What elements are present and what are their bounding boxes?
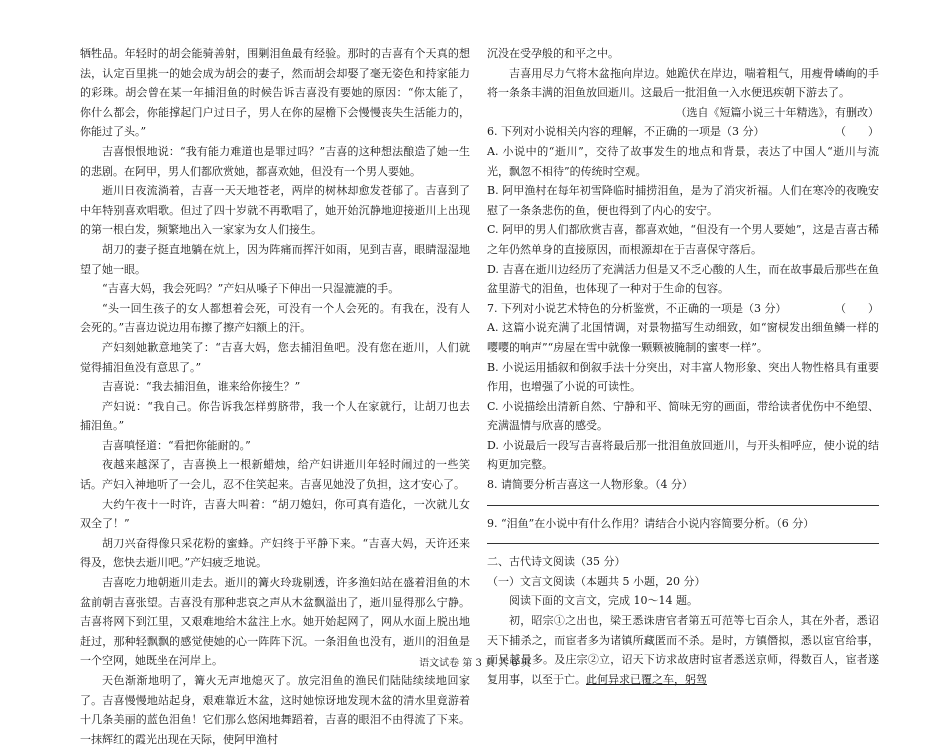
- question-6-stem: 6. 下列对小说相关内容的理解，不正确的一项是（3 分）: [487, 125, 765, 139]
- story-ending: 吉喜用尽力气将木盆拖向岸边。她跪伏在岸边，喘着粗气，用瘦骨嶙峋的手将一条条丰满的泪鱼放回逝川。这最后一批泪鱼一入水便迅疾朝下游去了。: [487, 66, 879, 100]
- subsection-instruction: 阅读下面的文言文，完成 10～14 题。: [509, 594, 698, 608]
- right-column: [487, 44, 879, 689]
- option-6d: D. 吉喜在逝川边经历了充满活力但是又不乏心酸的人生，而在故事最后那些在鱼盆里游弋的泪鱼，也体现了一种对于生命的包容。: [487, 262, 879, 296]
- story-paragraph: 吉喜说：“我去捕泪鱼，谁来给你接生？”: [102, 380, 301, 394]
- story-paragraph: 大约午夜十一时许，吉喜大叫着：“胡刀媳妇，你可真有造化，一次就儿女双全了！”: [80, 497, 470, 531]
- story-source: （选自《短篇小说三十年精选》，有删改）: [675, 105, 879, 119]
- story-paragraph: 产妇刻她歉意地笑了：“吉喜大妈，您去捕泪鱼吧。没有您在逝川，人们就觉得捕泪鱼没有意思了。”: [80, 340, 470, 374]
- story-paragraph: 产妇说：“我自己。你告诉我怎样剪脐带，我一个人在家就行，让胡刀也去捕泪鱼。”: [80, 399, 470, 433]
- classical-text: [487, 611, 879, 689]
- question-7: [487, 299, 879, 319]
- question-9: 9. “泪鱼”在小说中有什么作用？请结合小说内容简要分析。（6 分）: [487, 516, 815, 530]
- story-paragraph: 牺牲品。年轻时的胡会能骑善射，围剿泪鱼最有经验。那时的吉喜有个天真的想法，认定百里挑一的她会成为胡会的妻子，然而胡会却娶了毫无姿色和持家能力的彩珠。胡会曾在某一年捕泪鱼的时候告诉吉喜没有要她的原因：“你太能了，你什么都会，你能撑起门户过日子，男人在你的屋檐下会慢慢丧失生活能力的，你能过了头。”: [80, 47, 470, 139]
- story-paragraph: “吉喜大妈，我会死吗？”产妇从嗓子下伸出一只湿漉漉的手。: [102, 282, 400, 296]
- option-6b: B. 阿甲渔村在每年初雪降临时捕捞泪鱼，是为了消灾祈福。人们在寒冷的夜晚安慰了一条条悲伤的鱼，便也得到了内心的安宁。: [487, 184, 879, 217]
- option-7c: C. 小说描绘出清新自然、宁静和平、简味无穷的画面，带给读者优伤中不绝望、充满温情与欣喜的感受。: [487, 399, 879, 433]
- story-paragraph: “头一回生孩子的女人都想着会死，可没有一个人会死的。有我在，没有人会死的。”吉喜边说边用布擦了擦产妇额上的汗。: [80, 301, 470, 335]
- story-paragraph: 吉喜吃力地朝逝川走去。逝川的篝火玲珑剔透，许多渔妇站在盛着泪鱼的木盆前朝吉喜张望。吉喜没有那种悲哀之声从木盆飘溢出了，逝川显得那么宁静。吉喜将网下到江里，又艰难地给木盆注上水。她开始起网了，网从水面上脱出地赶过，那种轻飘飘的感觉使她的心一阵阵下沉。一条泪鱼也没有，逝川的泪鱼是一个空网，她既坐在河岸上。: [80, 576, 470, 668]
- story-paragraph: 吉喜嗔怪道：“看把你能耐的。”: [102, 438, 251, 452]
- answer-line: [487, 543, 879, 544]
- option-6a: A. 小说中的“逝川”，交待了故事发生的地点和背景，表达了中国人“逝川与流光，飘忽不相待”的传统时空观。: [487, 144, 879, 178]
- page-footer: 语文试卷 第 3 页 共 6 页: [419, 658, 531, 669]
- answer-bracket: （ ）: [835, 125, 879, 139]
- question-8: 8. 请简要分析吉喜这一人物形象。（4 分）: [487, 478, 693, 492]
- option-7b: B. 小说运用插叙和倒叙手法十分突出，对丰富人物形象、突出人物性格具有重要作用，也增强了小说的可读性。: [487, 360, 879, 394]
- story-paragraph: 逝川日夜流淌着，吉喜一天天地苍老，两岸的树林却愈发苍郁了。吉喜到了中年特别喜欢唱歌。但过了四十岁就不再歌唱了，她开始沉静地迎接逝川上出现的第一根白发，频繁地出入一家家为女人们接生。: [80, 184, 470, 237]
- story-paragraph: 夜越来越深了，吉喜换上一根新蜡烛，给产妇讲逝川年轻时闹过的一些笑话。产妇入神地听了一会儿，忍不住笑起来。吉喜见她没了负担，这才安心了。: [80, 458, 470, 492]
- story-paragraph: 天色渐渐地明了，篝火无声地熄灭了。放完泪鱼的渔民们陆陆续续地回家了。吉喜慢慢地站起身，艰难靠近木盆，这时她惊讶地发现木盆的清水里竟游着十几条美丽的蓝色泪鱼！它们那么悠闲地舞蹈着，吉喜的眼泪不由得流了下来。一抹辉红的霞光出现在天际，使阿甲渔村: [80, 674, 470, 746]
- question-7-stem: 7. 下列对小说艺术特色的分析鉴赏，不正确的一项是（3 分）: [487, 301, 787, 315]
- underlined-sentence: 此何异求已覆之车，躬驾: [586, 672, 707, 686]
- story-paragraph: 胡刀的妻子挺直地躺在炕上，因为阵痛而挥汗如雨，见到吉喜，眼睛湿湿地望了她一眼。: [80, 242, 470, 276]
- answer-bracket: （ ）: [835, 301, 879, 315]
- section-heading: 二、古代诗文阅读（35 分）: [487, 555, 626, 569]
- story-paragraph: 胡刀兴奋得像只采花粉的蜜蜂。产妇终于平静下来。“吉喜大妈，天许还来得及，您快去逝川吧。”产妇疲乏地说。: [80, 536, 470, 570]
- option-7a: A. 这篇小说充满了北国情调，对景物描写生动细致，如“窗棂发出细鱼鳞一样的嘤嘤的响声”“房屋在雪中就像一颗颗被腌制的蜜枣一样”。: [487, 321, 879, 354]
- subsection-heading: （一）文言文阅读（本题共 5 小题，20 分）: [487, 574, 706, 588]
- question-6: [487, 122, 879, 142]
- option-7d: D. 小说最后一段写吉喜将最后那一批泪鱼放回逝川，与开头相呼应，使小说的结构更加完整。: [487, 438, 879, 472]
- classical-text-body: 初，昭宗①之出也，梁王悉诛唐官者第五可范等七百余人，其在外者，悉诏天下捕杀之，而宦者多为诸镇所藏匿而不杀。是时，方镇僭拟，悉以宦官给事，而吴越最多。及庄宗②立，诏天下访求故唐时宦者悉送京师，得数百人，宦者遂复用事，以至于亡。: [487, 614, 879, 686]
- story-continuation: 沉没在受孕般的和平之中。: [487, 47, 619, 60]
- option-6c: C. 阿甲的男人们都欣赏吉喜，都喜欢她，“但没有一个男人要她”，这是吉喜古稀之年仍然单身的直接原因，而根源却在于吉喜保守落后。: [487, 223, 879, 256]
- story-paragraph: 吉喜恨恨地说：“我有能力难道也是罪过吗？”吉喜的这种想法酿造了她一生的悲剧。在阿甲，男人们都欣赏她，都喜欢她，但没有一个男人要她。: [80, 144, 470, 178]
- left-column: [80, 44, 470, 749]
- answer-line: [487, 505, 879, 506]
